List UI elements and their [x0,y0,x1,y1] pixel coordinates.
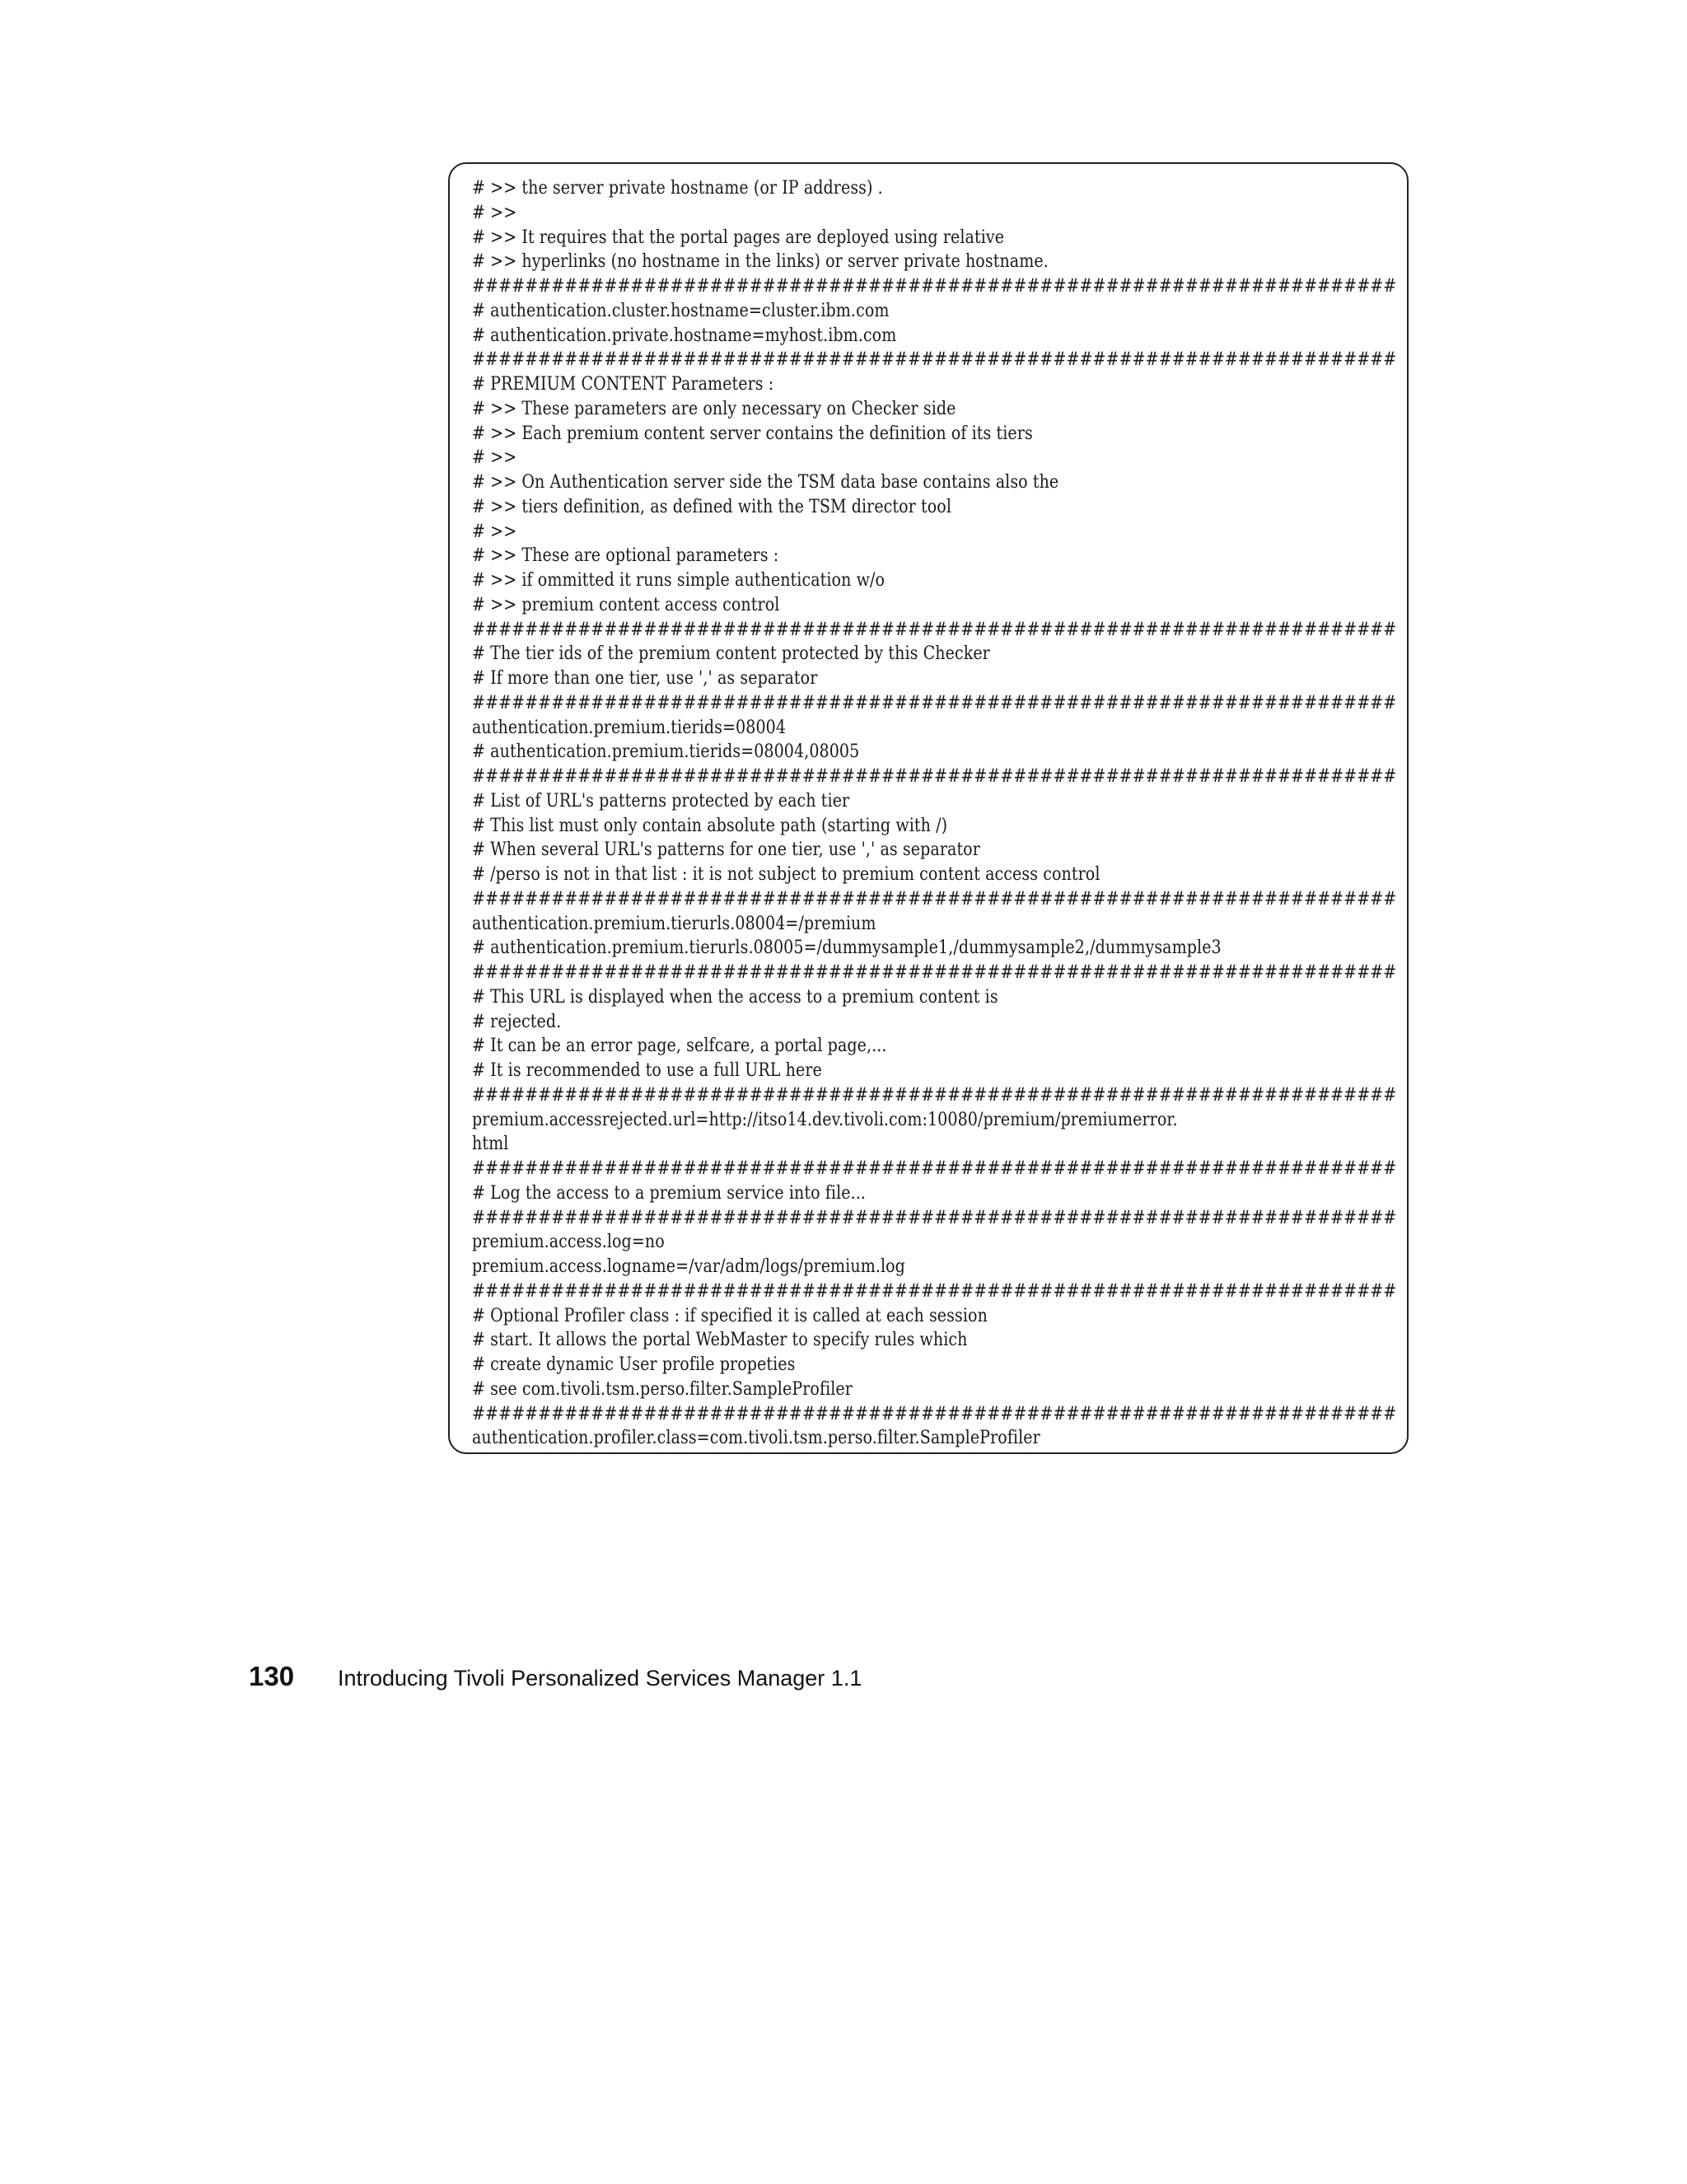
code-line: ###################################################################### [472,619,1397,640]
code-line: # >> if ommitted it runs simple authentication w/o [472,570,885,591]
code-line: premium.accessrejected.url=http://itso14.dev.tivoli.com:10080/premium/premiumerror. [472,1109,1178,1130]
code-line: # List of URL's patterns protected by each tier [472,790,850,811]
code-line: ###################################################################### [472,349,1397,371]
code-line: # start. It allows the portal WebMaster to specify rules which [472,1330,968,1351]
code-line: # Optional Profiler class : if specified it is called at each session [472,1305,988,1326]
code-line: # see com.tivoli.tsm.perso.filter.SampleProfiler [472,1378,853,1400]
code-line: # This list must only contain absolute path (starting with /) [472,815,948,836]
code-line: # >> These parameters are only necessary on Checker side [472,398,956,419]
code-line: # >> It requires that the portal pages are deployed using relative [472,227,1005,248]
code-line: # Log the access to a premium service into file... [472,1182,867,1204]
code-line: # It can be an error page, selfcare, a portal page,... [472,1036,887,1057]
code-line: # >> Each premium content server contains the definition of its tiers [472,423,1033,444]
code-line: # >> [472,447,517,469]
code-line: # authentication.premium.tierurls.08005=/dummysample1,/dummysample2,/dummysample3 [472,938,1222,959]
code-line: ###################################################################### [472,1403,1397,1424]
code-line: ###################################################################### [472,1158,1397,1179]
code-line: ###################################################################### [472,276,1397,297]
code-line: ###################################################################### [472,1084,1397,1106]
code-line: # >> On Authentication server side the TSM data base contains also the [472,472,1059,493]
code-line: # When several URL's patterns for one tier, use ',' as separator [472,839,980,861]
code-line: # >> [472,202,517,223]
code-line: html [472,1134,509,1155]
code-line: # >> [472,521,517,542]
code-line: authentication.profiler.class=com.tivoli.tsm.perso.filter.SampleProfiler [472,1428,1040,1449]
code-line: ###################################################################### [472,1207,1397,1228]
code-line: authentication.premium.tierids=08004 [472,717,787,738]
code-line: # The tier ids of the premium content protected by this Checker [472,643,990,665]
code-line: ###################################################################### [472,1280,1397,1302]
code-line: premium.access.logname=/var/adm/logs/premium.log [472,1256,905,1277]
code-line: ###################################################################### [472,766,1397,787]
code-line: ###################################################################### [472,962,1397,983]
code-line: # It is recommended to use a full URL here [472,1060,822,1081]
code-line: # create dynamic User profile propeties [472,1354,796,1375]
code-line: # authentication.cluster.hostname=cluster.ibm.com [472,300,890,321]
page-number: 130 [249,1661,295,1691]
code-line: # >> These are optional parameters : [472,545,779,567]
code-line: # If more than one tier, use ',' as separator [472,668,818,689]
code-line: authentication.premium.tierurls.08004=/premium [472,913,876,934]
code-line: # authentication.premium.tierids=08004,08005 [472,741,860,763]
code-line: ###################################################################### [472,692,1397,713]
code-line: # >> hyperlinks (no hostname in the links) or server private hostname. [472,251,1049,273]
book-title: Introducing Tivoli Personalized Services Manager 1.1 [338,1666,862,1691]
code-line: # This URL is displayed when the access to a premium content is [472,986,998,1008]
code-listing [472,176,1396,1451]
code-line: # >> premium content access control [472,594,780,615]
code-line: # authentication.private.hostname=myhost.ibm.com [472,325,897,346]
code-line: ###################################################################### [472,888,1397,910]
code-line: # >> tiers definition, as defined with the TSM director tool [472,496,952,517]
code-line: premium.access.log=no [472,1232,665,1253]
code-line: # rejected. [472,1011,562,1032]
code-line: # PREMIUM CONTENT Parameters : [472,374,774,395]
code-line: # >> the server private hostname (or IP address) . [472,178,883,199]
code-line: # /perso is not in that list : it is not subject to premium content access control [472,864,1101,885]
code-listing-box [448,162,1409,1454]
